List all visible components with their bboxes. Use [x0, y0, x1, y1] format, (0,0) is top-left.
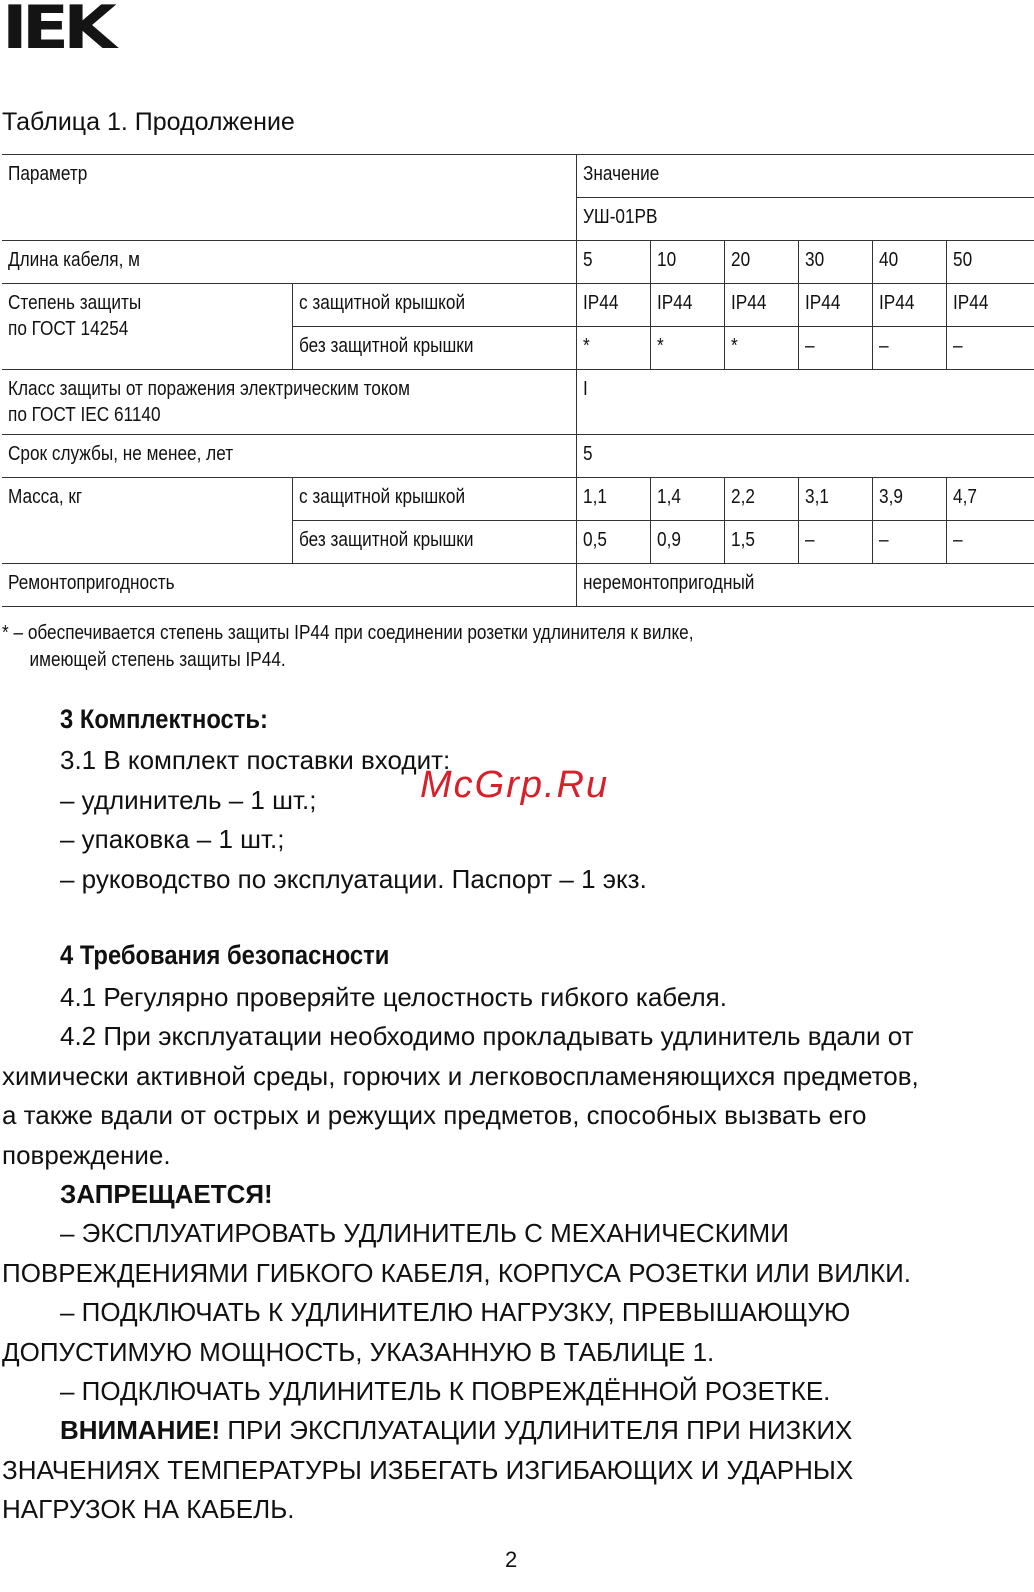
table-cell: [576, 327, 650, 370]
model-name: УШ-01РВ: [582, 206, 657, 228]
cell-value: 3,1: [804, 486, 829, 508]
table-row: [2, 435, 1034, 478]
table-cell: [576, 370, 1034, 435]
table-row: [2, 478, 1034, 521]
table-cell: [292, 478, 576, 521]
cell-value: –: [878, 335, 889, 357]
param-header-cell: [2, 155, 576, 241]
cell-value: 1,1: [582, 486, 607, 508]
table-cell: [798, 241, 872, 284]
cell-value: 1,5: [730, 529, 755, 551]
cell-value: IP44: [878, 292, 914, 314]
footnote-line1: * – обеспечивается степень защиты IP44 при соединении розетки удлинителя к вилке,: [2, 622, 694, 644]
list-item: – руководство по эксплуатации. Паспорт – 1 экз.: [60, 864, 647, 894]
value-header: Значение: [582, 163, 659, 185]
footnote-line2: имеющей степень защиты IP44.: [29, 649, 286, 671]
cell-value: 5: [582, 443, 593, 465]
without-cover-label: без защитной крышки: [298, 529, 473, 551]
attention-title: ВНИМАНИЕ!: [60, 1415, 221, 1445]
table-cell: [798, 327, 872, 370]
table-row: [2, 241, 1034, 284]
cell-value: IP44: [582, 292, 618, 314]
table-cell: [724, 241, 798, 284]
table-cell: [872, 327, 946, 370]
cell-value: IP44: [804, 292, 840, 314]
cable-length-label: Длина кабеля, м: [8, 249, 140, 271]
table-cell: [946, 284, 1034, 327]
shock-class-label-line2: по ГОСТ IEC 61140: [8, 404, 161, 426]
table-cell: [872, 284, 946, 327]
cell-value: I: [582, 378, 588, 400]
forbidden-line4: ДОПУСТИМУЮ МОЩНОСТЬ, УКАЗАННУЮ В ТАБЛИЦЕ 1.: [2, 1337, 715, 1367]
table-cell: [798, 284, 872, 327]
cell-value: –: [952, 529, 963, 551]
forbidden-title: ЗАПРЕЩАЕТСЯ!: [60, 1179, 273, 1209]
cell-value: 2,2: [730, 486, 755, 508]
cable-length-label-cell: [2, 241, 576, 284]
shock-class-label-cell: [2, 370, 576, 435]
paragraph-4-1: 4.1 Регулярно проверяйте целостность гибкого кабеля.: [60, 982, 727, 1012]
section4-heading: 4 Требования безопасности: [60, 940, 390, 970]
table-row: [2, 370, 1034, 435]
cell-value: 4,7: [952, 486, 977, 508]
forbidden-line2: ПОВРЕЖДЕНИЯМИ ГИБКОГО КАБЕЛЯ, КОРПУСА РОЗЕТКИ ИЛИ ВИЛКИ.: [2, 1258, 912, 1288]
cell-value: неремонтопригодный: [582, 572, 754, 594]
with-cover-label: с защитной крышкой: [298, 292, 465, 314]
mass-label: Масса, кг: [8, 486, 83, 508]
table-cell: [650, 478, 724, 521]
cell-value: –: [804, 335, 815, 357]
service-life-label: Срок службы, не менее, лет: [8, 443, 234, 465]
table-cell: [576, 564, 1034, 607]
table-cell: [292, 521, 576, 564]
cell-value: 3,9: [878, 486, 903, 508]
table-cell: [872, 241, 946, 284]
cell-value: –: [804, 529, 815, 551]
table-cell: [724, 478, 798, 521]
table-row: [2, 284, 1034, 327]
paragraph-4-2-line4: повреждение.: [2, 1140, 171, 1170]
cell-value: *: [656, 335, 664, 357]
cell-value: 1,4: [656, 486, 681, 508]
table-cell: [724, 284, 798, 327]
cell-value: –: [952, 335, 963, 357]
table-cell: [292, 284, 576, 327]
list-item: – упаковка – 1 шт.;: [60, 824, 285, 854]
watermark: McGrp.Ru: [420, 764, 610, 806]
page-number: 2: [505, 1547, 518, 1572]
table-cell: [872, 478, 946, 521]
cell-value: 5: [582, 249, 593, 271]
table-cell: [292, 327, 576, 370]
iek-logo: IEK: [2, 0, 112, 63]
repairability-label-cell: [2, 564, 576, 607]
param-header: Параметр: [8, 163, 88, 185]
table-cell: [798, 478, 872, 521]
table-cell: [946, 241, 1034, 284]
attention-text: ПРИ ЭКСПЛУАТАЦИИ УДЛИНИТЕЛЯ ПРИ НИЗКИХ: [220, 1415, 853, 1445]
cell-value: *: [730, 335, 738, 357]
paragraph-4-2-line2: химически активной среды, горючих и легковоспламеняющихся предметов,: [2, 1061, 919, 1091]
cell-value: 50: [952, 249, 972, 271]
paragraph-4-2-line1: 4.2 При эксплуатации необходимо прокладывать удлинитель вдали от: [60, 1021, 914, 1051]
cell-value: 40: [878, 249, 898, 271]
protection-label-line2: по ГОСТ 14254: [8, 318, 129, 340]
shock-class-label-line1: Класс защиты от поражения электрическим током: [8, 378, 410, 400]
table-cell: [576, 521, 650, 564]
section3-intro: 3.1 В комплект поставки входит:: [60, 745, 451, 775]
cell-value: *: [582, 335, 590, 357]
table-cell: [650, 327, 724, 370]
footnote: [2, 620, 806, 674]
table-cell: [576, 284, 650, 327]
list-item: – удлинитель – 1 шт.;: [60, 785, 317, 815]
table-cell: [798, 521, 872, 564]
table-cell: [576, 435, 1034, 478]
attention-line3: НАГРУЗОК НА КАБЕЛЬ.: [2, 1494, 295, 1524]
table-cell: [576, 241, 650, 284]
protection-label-line1: Степень защиты: [8, 292, 142, 314]
table-cell: [946, 327, 1034, 370]
cell-value: IP44: [730, 292, 766, 314]
spec-table: [2, 154, 1034, 607]
forbidden-line5: – ПОДКЛЮЧАТЬ УДЛИНИТЕЛЬ К ПОВРЕЖДЁННОЙ РОЗЕТКЕ.: [60, 1376, 831, 1406]
table-cell: [650, 284, 724, 327]
with-cover-label: с защитной крышкой: [298, 486, 465, 508]
cell-value: 0,9: [656, 529, 681, 551]
table-row: [2, 564, 1034, 607]
table-cell: [650, 241, 724, 284]
cell-value: 0,5: [582, 529, 607, 551]
table-cell: [872, 521, 946, 564]
table-title: Таблица 1. Продолжение: [2, 108, 295, 136]
cell-value: IP44: [952, 292, 988, 314]
forbidden-line1: – ЭКСПЛУАТИРОВАТЬ УДЛИНИТЕЛЬ С МЕХАНИЧЕСКИМИ: [60, 1218, 789, 1248]
table-cell: [576, 478, 650, 521]
repairability-label: Ремонтопригодность: [8, 572, 175, 594]
paragraph-4-2-line3: а также вдали от острых и режущих предметов, способных вызвать его: [2, 1100, 867, 1130]
cell-value: 30: [804, 249, 824, 271]
value-header-cell: [576, 155, 1034, 198]
table-cell: [724, 327, 798, 370]
table-cell: [650, 521, 724, 564]
forbidden-line3: – ПОДКЛЮЧАТЬ К УДЛИНИТЕЛЮ НАГРУЗКУ, ПРЕВЫШАЮЩУЮ: [60, 1297, 851, 1327]
attention-line2: ЗНАЧЕНИЯХ ТЕМПЕРАТУРЫ ИЗБЕГАТЬ ИЗГИБАЮЩИХ И УДАРНЫХ: [2, 1455, 854, 1485]
cell-value: –: [878, 529, 889, 551]
cell-value: 20: [730, 249, 750, 271]
service-life-label-cell: [2, 435, 576, 478]
table-header-row: [2, 155, 1034, 198]
table-cell: [724, 521, 798, 564]
cell-value: IP44: [656, 292, 692, 314]
attention-line1: [60, 1410, 852, 1450]
protection-label-cell: [2, 284, 292, 370]
mass-label-cell: [2, 478, 292, 564]
without-cover-label: без защитной крышки: [298, 335, 473, 357]
table-cell: [946, 478, 1034, 521]
model-cell: [576, 198, 1034, 241]
table-cell: [946, 521, 1034, 564]
cell-value: 10: [656, 249, 676, 271]
section3-heading: 3 Комплектность:: [60, 704, 268, 734]
